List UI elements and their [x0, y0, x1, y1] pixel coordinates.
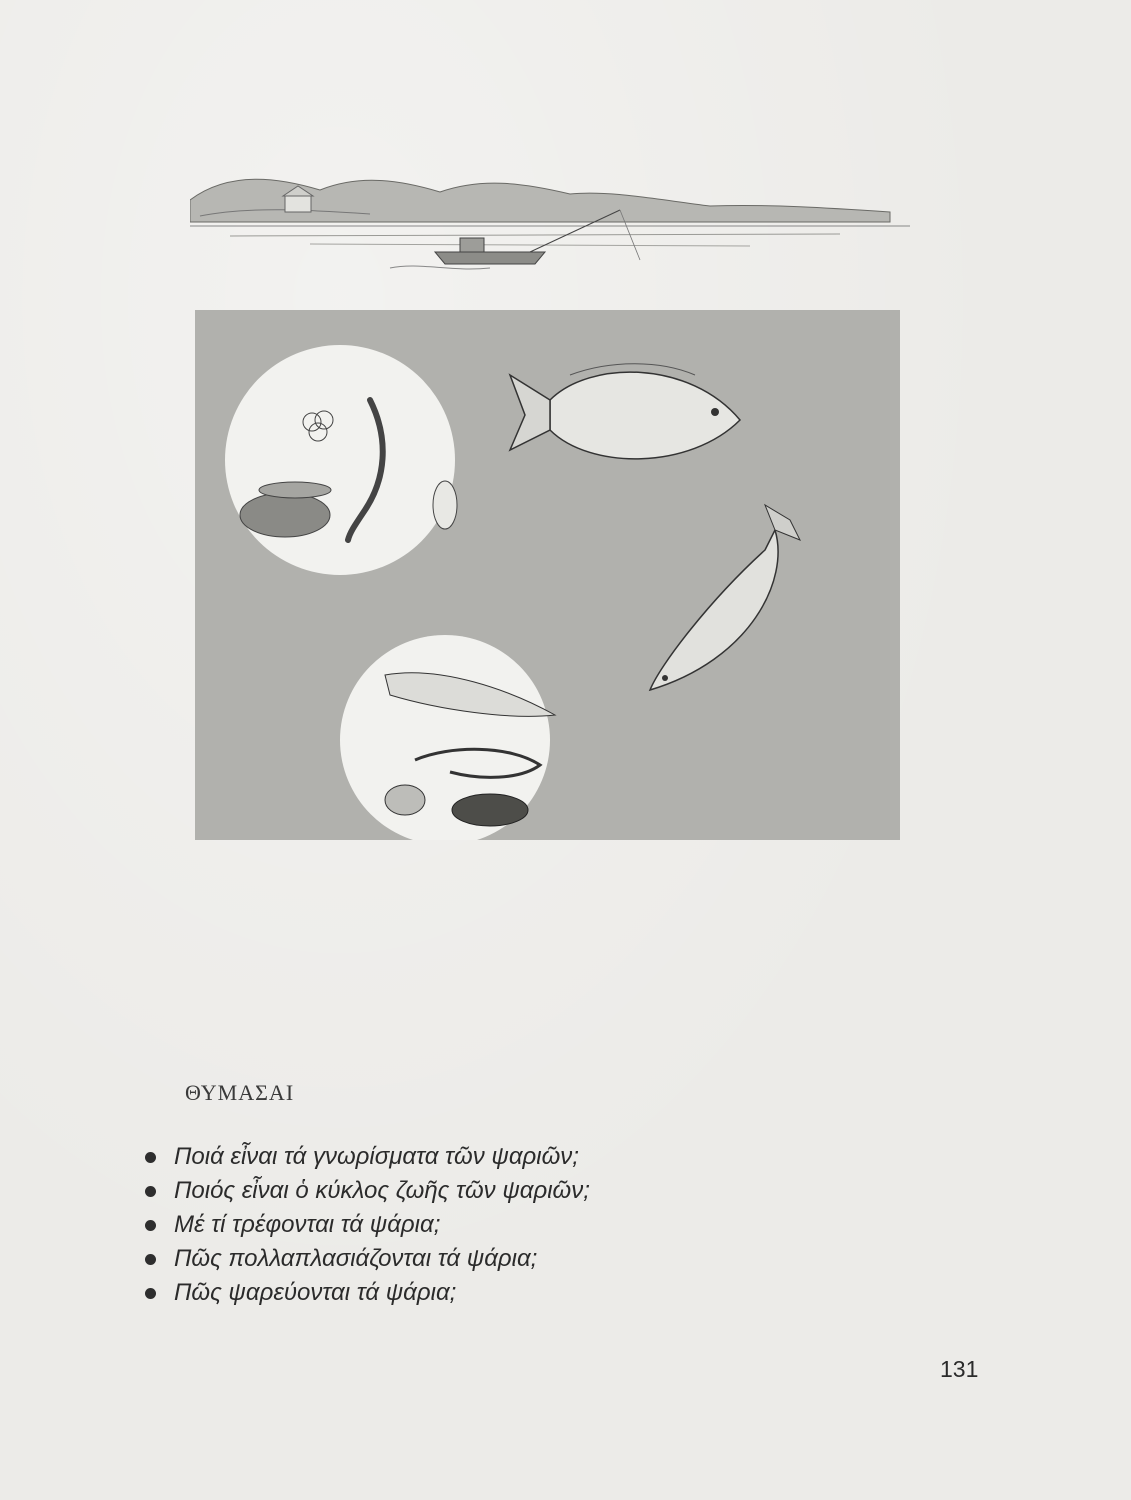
shoreline-scene: [190, 179, 910, 246]
list-item: [145, 1208, 590, 1242]
section-heading: ΘΥΜΑΣΑΙ: [185, 1080, 295, 1105]
list-item: [145, 1276, 590, 1310]
question-text: Ποιά εἶναι τά γνωρίσματα τῶν ψαριῶν;: [174, 1143, 579, 1170]
page-number: 131: [940, 1356, 979, 1382]
list-item: [145, 1140, 590, 1174]
bullet-icon: [145, 1152, 156, 1163]
question-list: [145, 1140, 590, 1310]
list-item: [145, 1242, 590, 1276]
question-text: Πῶς πολλαπλασιάζονται τά ψάρια;: [174, 1245, 538, 1272]
list-item: [145, 1174, 590, 1208]
question-text: Ποιός εἶναι ὁ κύκλος ζωῆς τῶν ψαριῶν;: [174, 1177, 590, 1204]
bullet-icon: [145, 1220, 156, 1231]
fishing-illustration: [190, 160, 910, 840]
question-text: Πῶς ψαρεύονται τά ψάρια;: [174, 1279, 457, 1306]
question-text: Μέ τί τρέφονται τά ψάρια;: [174, 1211, 441, 1238]
bullet-icon: [145, 1254, 156, 1265]
bullet-icon: [145, 1186, 156, 1197]
bullet-icon: [145, 1288, 156, 1299]
